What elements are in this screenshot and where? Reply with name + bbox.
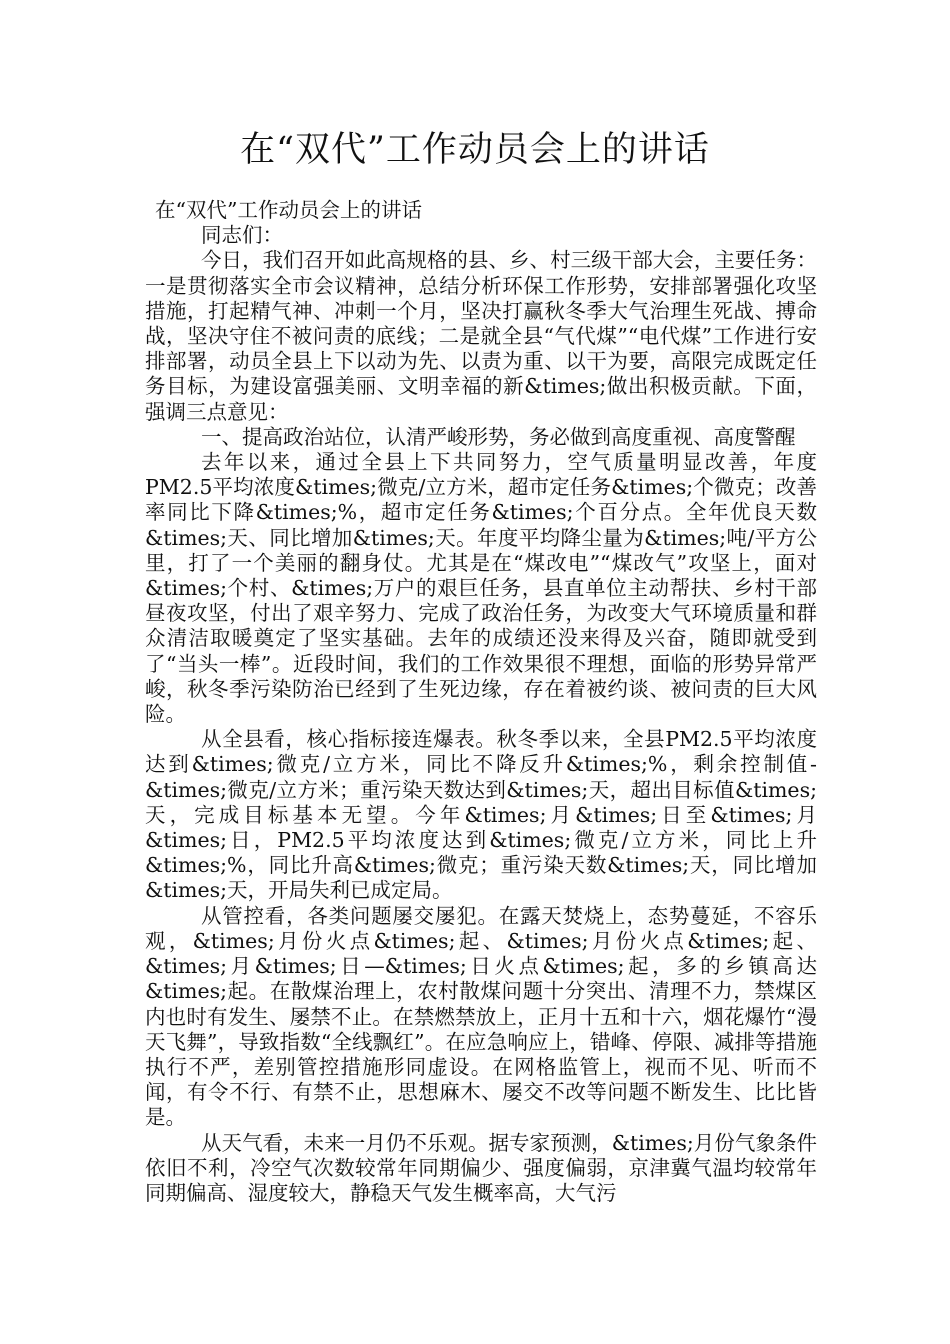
paragraph-achievements: 去年以来，通过全县上下共同努力，空气质量明显改善，年度PM2.5平均浓度&times;微克/立方米，超市定任务&times;个微克；改善率同比下降&times;%，超市定任务&times;个百分点。全年优良天数&times;天、同比增加&times;天。年度平均降尘量为&times;吨/平方公里，打了一个美丽的翻身仗。尤其是在“煤改电”“煤改气”攻坚上，面对&times;个村、&times;万户的艰巨任务，县直单位主动帮扶、乡村干部昼夜攻坚，付出了艰辛努力、完成了政治任务，为改变大气环境质量和群众清洁取暖奠定了坚实基础。去年的成绩还没来得及兴奋，随即就受到了“当头一棒”。近段时间，我们的工作效果很不理想，面临的形势异常严峻，秋冬季污染防治已经到了生死边缘，存在着被约谈、被问责的巨大风险。 <box>145 450 817 727</box>
paragraph-intro: 今日，我们召开如此高规格的县、乡、村三级干部大会，主要任务：一是贯彻落实全市会议精神，总结分析环保工作形势，安排部署强化攻坚措施，打起精气神、冲刺一个月，坚决打赢秋冬季大气治理生死战、搏命战，坚决守住不被问责的底线；二是就全县“气代煤”“电代煤”工作进行安排部署，动员全县上下以动为先、以责为重、以干为要，高限完成既定任务目标，为建设富强美丽、文明幸福的新&times;做出积极贡献。下面，强调三点意见： <box>145 248 817 424</box>
paragraph-weather-outlook: 从天气看，未来一月仍不乐观。据专家预测，&times;月份气象条件依旧不利，冷空气次数较常年同期偏少、强度偏弱，京津冀气温均较常年同期偏高、湿度较大，静稳天气发生概率高，大气污 <box>145 1130 817 1205</box>
paragraph-control-issues: 从管控看，各类问题屡交屡犯。在露天焚烧上，态势蔓延，不容乐观，&times;月份火点&times;起、&times;月份火点&times;起、&times;月&times;日—&times;日火点&times;起，多的乡镇高达&times;起。在散煤治理上，农村散煤问题十分突出、清理不力，禁煤区内也时有发生、屡禁不止。在禁燃禁放上，正月十五和十六，烟花爆竹“漫天飞舞”，导致指数“全线飘红”。在应急响应上，错峰、停限、减排等措施执行不严，差别管控措施形同虚设。在网格监管上，视而不见、听而不闻，有令不行、有禁不止，思想麻木、屡交不改等问题不断发生、比比皆是。 <box>145 903 817 1130</box>
document-body <box>145 198 817 1206</box>
document-subtitle: 在“双代”工作动员会上的讲话 <box>155 198 422 222</box>
section-heading-1: 一、提高政治站位，认清严峻形势，务必做到高度重视、高度警醒 <box>201 424 796 449</box>
greeting-line: 同志们： <box>201 223 283 248</box>
document-title: 在“双代”工作动员会上的讲话 <box>240 130 710 170</box>
paragraph-county-indicators: 从全县看，核心指标接连爆表。秋冬季以来，全县PM2.5平均浓度达到&times;微克/立方米，同比不降反升&times;%，剩余控制值-&times;微克/立方米；重污染天数达到&times;天，超出目标值&times;天，完成目标基本无望。今年&times;月&times;日至&times;月&times;日，PM2.5平均浓度达到&times;微克/立方米，同比上升&times;%，同比升高&times;微克；重污染天数&times;天，同比增加&times;天，开局失利已成定局。 <box>145 727 817 903</box>
